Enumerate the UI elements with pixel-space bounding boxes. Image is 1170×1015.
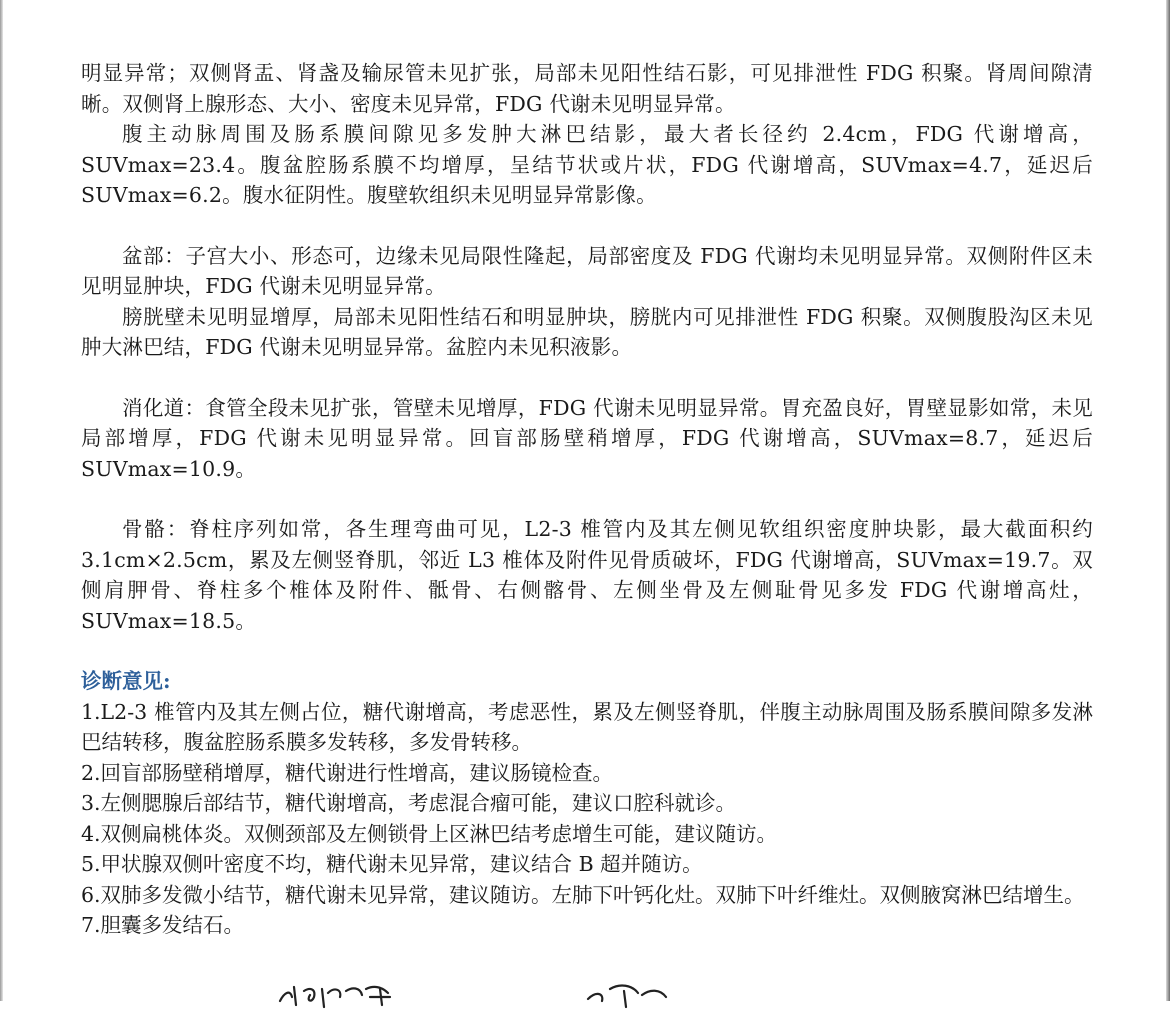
bone-findings: 骨骼：脊柱序列如常，各生理弯曲可见，L2-3 椎管内及其左侧见软组织密度肿块影，最大截面积约 3.1cm×2.5cm，累及左侧竖脊肌，邻近 L3 椎体及附件见骨质破坏，FDG 代谢增高，SUVmax=19.7。双侧肩胛骨、脊柱多个椎体及附件、骶骨、右侧髂骨、左侧坐骨及左侧耻骨见多发 FDG 代谢增高灶，SUVmax=18.5。 xyxy=(81,517,1093,633)
page-edge-shadow-right xyxy=(1166,0,1170,1001)
diagnosis-item: 5.甲状腺双侧叶密度不均，糖代谢未见异常，建议结合 B 超并随访。 xyxy=(81,852,703,876)
abdomen-findings: 腹主动脉周围及肠系膜间隙见多发肿大淋巴结影，最大者长径约 2.4cm，FDG 代谢增高，SUVmax=23.4。腹盆腔肠系膜不均增厚，呈结节状或片状，FDG 代谢增高，SUVmax=4.7，延迟后 SUVmax=6.2。腹水征阴性。腹壁软组织未见明显异常影像。 xyxy=(81,122,1093,207)
diagnosis-heading: 诊断意见: xyxy=(81,669,171,693)
diagnosis-item: 7.胆囊多发结石。 xyxy=(81,913,245,937)
diagnosis-list xyxy=(81,697,1093,941)
signature-left-image xyxy=(270,975,410,1015)
signature-right-image xyxy=(580,975,680,1015)
bladder-findings: 膀胱壁未见明显增厚，局部未见阳性结石和明显肿块，膀胱内可见排泄性 FDG 积聚。双侧腹股沟区未见肿大淋巴结，FDG 代谢未见明显异常。盆腔内未见积液影。 xyxy=(81,304,1093,359)
kidney-findings: 明显异常；双侧肾盂、肾盏及输尿管未见扩张，局部未见阳性结石影，可见排泄性 FDG 积聚。肾周间隙清晰。双侧肾上腺形态、大小、密度未见异常，FDG 代谢未见明显异常。 xyxy=(81,61,1093,116)
diagnosis-item: 1.L2-3 椎管内及其左侧占位，糖代谢增高，考虑恶性，累及左侧竖脊肌，伴腹主动脉周围及肠系膜间隙多发淋巴结转移，腹盆腔肠系膜多发转移，多发骨转移。 xyxy=(81,699,1093,754)
spacer xyxy=(81,636,1093,666)
diagnosis-item: 2.回盲部肠壁稍增厚，糖代谢进行性增高，建议肠镜检查。 xyxy=(81,760,614,785)
diagnosis-item: 3.左侧腮腺后部结节，糖代谢增高，考虑混合瘤可能，建议口腔科就诊。 xyxy=(81,791,737,815)
spacer xyxy=(81,363,1093,393)
spacer xyxy=(81,211,1093,241)
digestive-findings: 消化道：食管全段未见扩张，管壁未见增厚，FDG 代谢未见明显异常。胃充盈良好，胃壁显影如常，未见局部增厚，FDG 代谢未见明显异常。回盲部肠壁稍增厚，FDG 代谢增高，SUVmax=8.7，延迟后 SUVmax=10.9。 xyxy=(81,395,1093,481)
report-body xyxy=(81,58,1093,941)
spacer xyxy=(81,484,1093,514)
page-edge-shadow xyxy=(0,0,3,1001)
pelvis-findings: 盆部：子宫大小、形态可，边缘未见局限性隆起，局部密度及 FDG 代谢均未见明显异常。双侧附件区未见明显肿块，FDG 代谢未见明显异常。 xyxy=(81,243,1093,298)
diagnosis-item: 6.双肺多发微小结节，糖代谢未见异常，建议随访。左肺下叶钙化灶。双肺下叶纤维灶。双侧腋窝淋巴结增生。 xyxy=(81,882,1085,907)
diagnosis-item: 4.双侧扁桃体炎。双侧颈部及左侧锁骨上区淋巴结考虑增生可能，建议随访。 xyxy=(81,821,778,846)
